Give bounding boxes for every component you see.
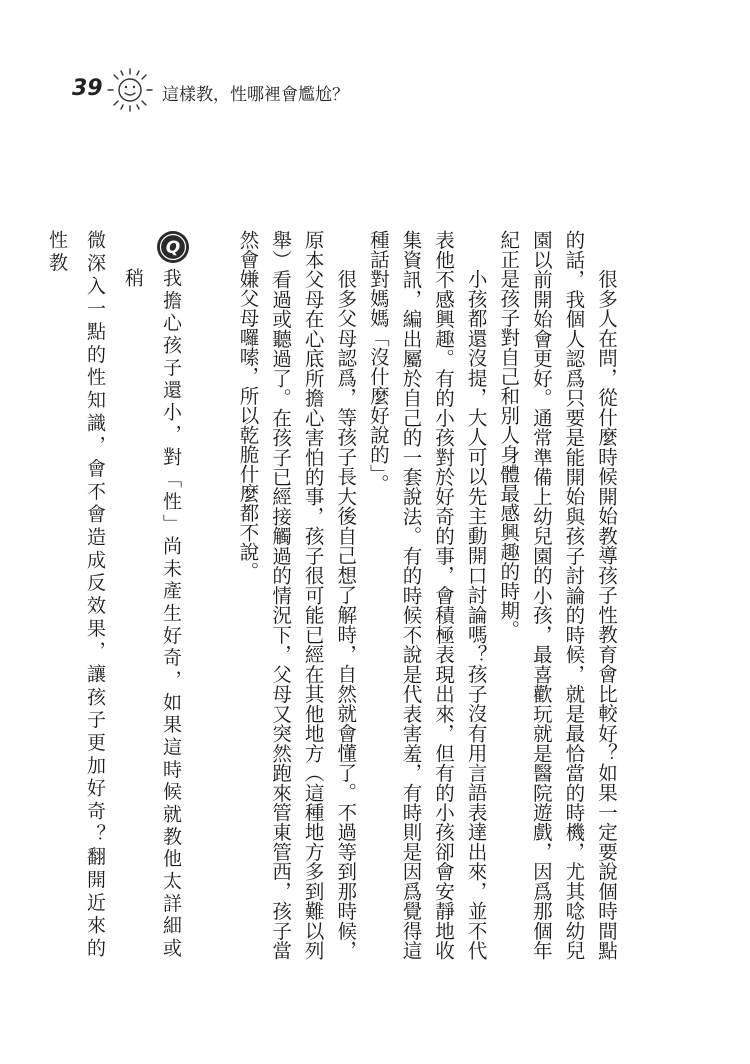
question-text (46, 230, 190, 960)
paragraph: 很多人在問，從什麼時候開始教導孩子性教育會比較好？如果一定要說個時間點的話，我個人認爲只要是能開始與孩子討論的時候，就是最恰當的時機，尤其唸幼兒園以前開始會更好。通常準備上幼兒園的小孩，最喜歡玩就是醫院遊戲，因爲那個年紀正是孩子對自己和別人身體最感興趣的時期。 (497, 230, 618, 960)
page-number: 39 (72, 76, 103, 101)
page-header (72, 66, 472, 116)
paragraph: 小孩都還沒提，大人可以先主動開口討論嗎？孩子沒有用言語表達出來，並不代表他不感興趣。有的小孩對於好奇的事，會積極表現出來，但有的小孩卻會安靜地收集資訊，編出屬於自己的一套說法。有的時候不說是代表害羞，有時則是因爲覺得這種話對媽媽「沒什麼好說的」。 (366, 230, 488, 960)
question-line: 微深入一點的性知識，會不會造成反效果，讓孩子更加好奇？翻開近來的性教 (46, 230, 106, 960)
paragraph: 很多父母認爲，等孩子長大後自己想了解時，自然就會懂了。不過等到那時候，原本父母在心底所擔心害怕的事，孩子很可能已經在其他地方（這種地方多到難以列舉）看過或聽過了。在孩子已經接觸過的情況下，父母又突然跑來管東管西，孩子當然會嫌父母囉嗦，所以乾脆什麼都不說。 (236, 230, 358, 960)
body-text (230, 230, 622, 960)
chapter-title: 這樣教，性哪裡會尷尬？ (162, 85, 349, 105)
svg-text:Q: Q (165, 238, 181, 258)
question-block (46, 230, 190, 960)
sun-icon (104, 66, 156, 114)
question-line: 我擔心孩子還小，對「性」尚未產生好奇，如果這時候就教他太詳細或稍 (122, 268, 182, 960)
q-icon (156, 230, 190, 264)
